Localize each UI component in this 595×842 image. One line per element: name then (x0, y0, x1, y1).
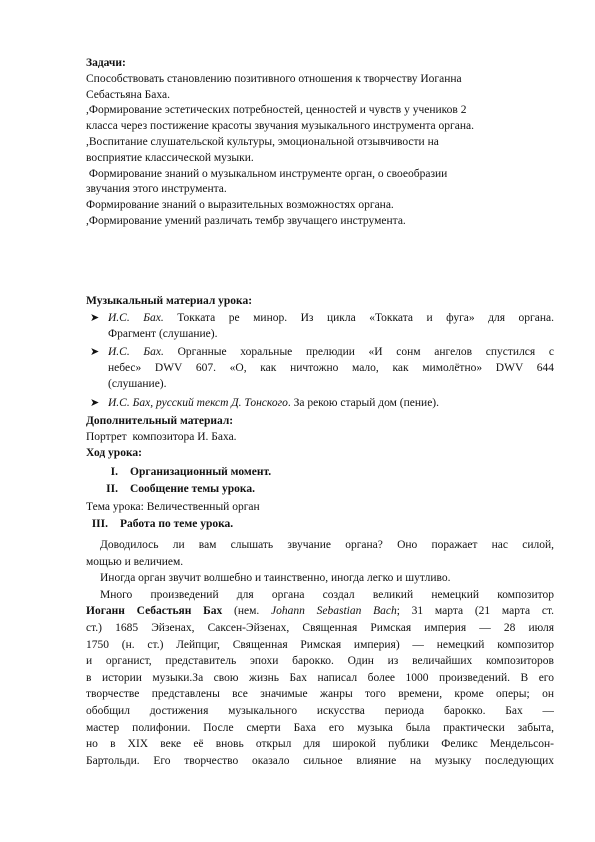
course-item-1 (86, 465, 554, 481)
material-author: И.С. Бах. (108, 346, 164, 358)
tasks-line: Формирование знаний о музыкальном инструменте орган, о своеобразии (86, 167, 448, 180)
paragraph-line: Много произведений для органа создал великий немецкий композитор (100, 588, 554, 601)
course-item-label: Организационный момент. (130, 466, 272, 478)
arrow-bullet-icon: ➤ (90, 397, 100, 409)
paragraph-line: Доводилось ли вам слышать звучание органа? Оно поражает нас силой, (100, 539, 554, 551)
arrow-bullet-icon: ➤ (90, 346, 100, 358)
material-item-line (108, 396, 554, 412)
course-item-label: Работа по теме урока. (120, 518, 234, 530)
paragraph-line (86, 603, 554, 620)
material-item-line: небес» DWV 607. «О, как ничтожно мало, как мимолётно» DWV 644 (108, 361, 554, 374)
tasks-section (86, 56, 554, 230)
paragraph-line: мощью и величием. (86, 555, 184, 568)
paragraph-line: творчестве представлены все значимые жанры того времени, кроме оперы; он (86, 688, 554, 701)
course-heading: Ход урока: (86, 446, 142, 459)
tasks-line: ,Воспитание слушательской культуры, эмоциональной отзывчивости на (86, 135, 439, 148)
paragraph-line: обобщил достижения музыкального искусства периода барокко. Бах — (86, 704, 554, 717)
extra-text: Портрет композитора И. Баха. (86, 430, 237, 443)
latin-name: Johann Sebastian Bach (271, 605, 397, 618)
tasks-heading: Задачи: (86, 57, 126, 69)
paragraph-line: и органист, представитель эпохи барокко. Один из величайших композиторов (86, 655, 554, 668)
extra-heading: Дополнительный материал: (86, 415, 234, 427)
tasks-line: ,Формирование умений различать тембр звучащего инструмента. (86, 214, 406, 227)
tasks-line: класса через постижение красоты звучания музыкального инструмента органа. (86, 120, 474, 133)
paragraph-line: Иногда орган звучит волшебно и таинственно, иногда легко и шутливо. (100, 572, 451, 585)
composer-name: Иоганн Себастьян Бах (86, 605, 223, 618)
material-item-3 (90, 396, 554, 412)
material-text: Органные хоральные прелюдии «И сонм ангелов спустился с (163, 346, 554, 358)
tasks-line: Себастьяна Баха. (86, 88, 170, 101)
paragraph-line: мастер полифонии. После смерти Баха его музыка была практически забыта, (86, 721, 554, 734)
course-item-3 (86, 517, 554, 533)
material-author: И.С. Бах. (108, 312, 164, 324)
course-item-label: Сообщение темы урока. (130, 483, 256, 495)
paragraph-fragment: ; 31 марта (21 марта ст. (396, 605, 554, 618)
material-item-line: Фрагмент (слушание). (108, 327, 218, 340)
arrow-bullet-icon: ➤ (90, 312, 100, 324)
paragraph-line: но в XIX веке её вновь открыл для широкой публики Феликс Мендельсон- (86, 738, 554, 751)
paragraph-line: ст.) 1685 Эйзенах, Саксен-Эйзенах, Священная Римская империя — 28 июля (86, 621, 554, 634)
material-item-1 (90, 311, 554, 343)
material-text: . За рекою старый дом (пение). (287, 397, 440, 409)
tasks-line: восприятие классической музыки. (86, 151, 254, 164)
paragraph-line: Бартольди. Его творчество оказало сильное влияние на музыку последующих (86, 754, 554, 767)
body-text (86, 537, 554, 769)
course-item-number: III. (91, 518, 108, 530)
extra-section (86, 414, 554, 461)
course-item-number: I. (110, 466, 118, 478)
lesson-topic: Тема урока: Величественный орган (86, 501, 260, 513)
material-text: Токката ре минор. Из цикла «Токката и фуга» для органа. (163, 312, 554, 324)
tasks-line: ,Формирование эстетических потребностей, ценностей и чувств у учеников 2 (86, 104, 467, 117)
material-author: И.С. Бах, русский текст Д. Тонского (108, 397, 288, 409)
material-item-line (108, 311, 554, 327)
tasks-line: звучания этого инструмента. (86, 183, 227, 196)
tasks-line: Способствовать становлению позитивного отношения к творчеству Иоганна (86, 72, 462, 85)
paragraph-fragment: (нем. (222, 605, 272, 618)
course-item-2 (86, 482, 554, 498)
paragraph-line: 1750 (н. ст.) Лейпциг, Священная Римская империя) — немецкий композитор (86, 638, 554, 651)
tasks-line: Формирование знаний о выразительных возможностях органа. (86, 199, 394, 212)
material-heading: Музыкальный материал урока: (86, 295, 253, 307)
material-item-line (108, 345, 554, 361)
material-item-line: (слушание). (108, 377, 167, 390)
paragraph-line: в истории музыки.За свою жизнь Бах написал более 1000 произведений. В его (86, 671, 554, 684)
material-item-2 (90, 345, 554, 392)
course-item-number: II. (106, 483, 118, 495)
